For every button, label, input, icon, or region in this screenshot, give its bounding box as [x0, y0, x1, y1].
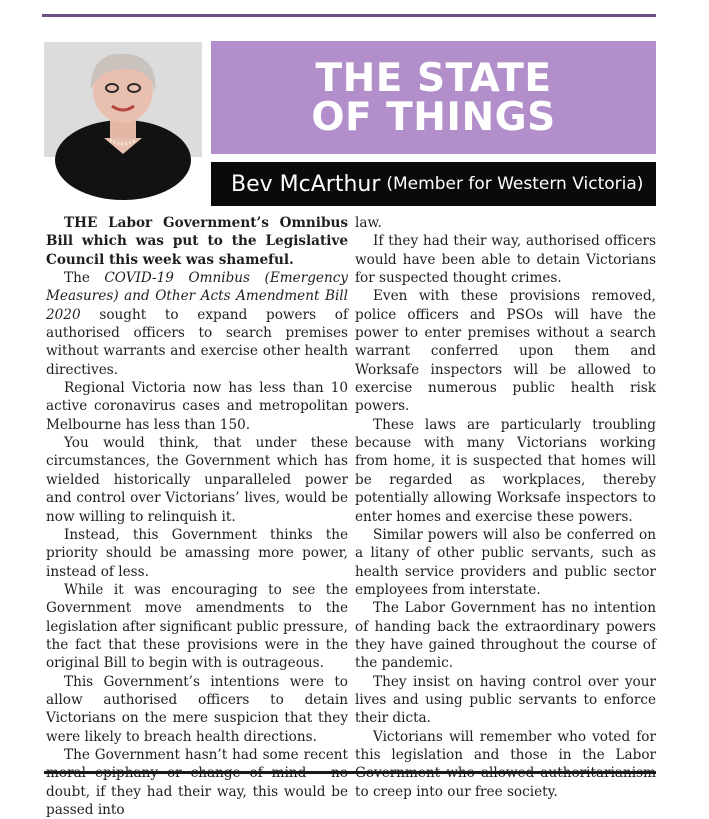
article-column-right — [355, 214, 656, 801]
author-role: (Member for Western Victoria) — [386, 174, 644, 194]
article-paragraph: This Government’s intentions were to allow authorised officers to detain Victorians on the mere suspicion that they were likely to breach health directions. — [46, 673, 348, 745]
bill-title: COVID-19 Omnibus (Emergency Measures) and Other Acts Amendment Bill 2020 — [46, 270, 348, 323]
top-divider — [42, 14, 656, 17]
bottom-divider — [44, 771, 656, 774]
column-title — [311, 55, 556, 140]
article-paragraph: These laws are particularly troubling because with many Victorians working from home, it is suspected that homes will be regarded as workplaces, thereby potentially allowing Worksafe inspectors to enter homes and exercise these powers. — [355, 416, 656, 525]
article-paragraph: Victorians will remember who voted for this legislation and those in the Labor to creep into our free society. — [355, 728, 656, 800]
column-title-line-2: OF THINGS — [311, 94, 556, 140]
article-paragraph: You would think, that under these circumstances, the Government which has wielded historically unparalleled power and control over Victorians’ lives, would be now willing to relinquish it. — [46, 435, 348, 525]
article-paragraph: law. — [355, 215, 382, 231]
column-title-line-1: THE STATE — [315, 55, 552, 101]
article-paragraph: While it was encouraging to see the Government move amendments to the legislation after significant public pressure, the fact that these provisions were in the original Bill to begin with is outrageous. — [46, 581, 348, 672]
article-paragraph: Even with these provisions removed, police officers and PSOs will have the power to enter premises without a search warrant conferred upon them and Worksafe inspectors will be allowed to exercise numerous public health risk powers. — [355, 288, 656, 415]
author-name: Bev McArthur — [231, 171, 381, 197]
article-paragraph: The COVID-19 Omnibus (Emergency Measures) and Other Acts Amendment Bill 2020 sought to expand powers of authorised officers to search premises without warrants and exercise other health directives. — [46, 270, 348, 378]
article-paragraph: Regional Victoria now has less than 10 active coronavirus cases and metropolitan Melbourne has less than 150. — [46, 380, 348, 433]
article-column-left — [46, 214, 348, 819]
article-paragraph: They insist on having control over your lives and using public servants to enforce their dicta. — [355, 673, 656, 727]
article-paragraph: Instead, this Government thinks the priority should be amassing more power, instead of less. — [46, 526, 348, 580]
article-paragraph: The Labor Government has no intention of handing back the extraordinary powers they have gained throughout the course of the pandemic. — [355, 600, 656, 672]
article-paragraph: If they had their way, authorised officers would have been able to detain Victorians for suspected thought crimes. — [355, 233, 656, 287]
article-paragraph: The Government hasn’t had some recent doubt, if they had their way, this would be passed into — [46, 746, 348, 818]
author-byline — [211, 162, 656, 206]
author-photo — [44, 42, 202, 157]
article-paragraph: Similar powers will also be conferred on a litany of other public servants, such as health service providers and public sector employees from interstate. — [355, 526, 656, 598]
author-portrait-icon — [44, 42, 202, 157]
article-paragraph: THE Labor Government’s Omnibus Bill which was put to the Legislative Council this week was shameful. — [46, 215, 348, 268]
column-banner — [211, 41, 656, 154]
